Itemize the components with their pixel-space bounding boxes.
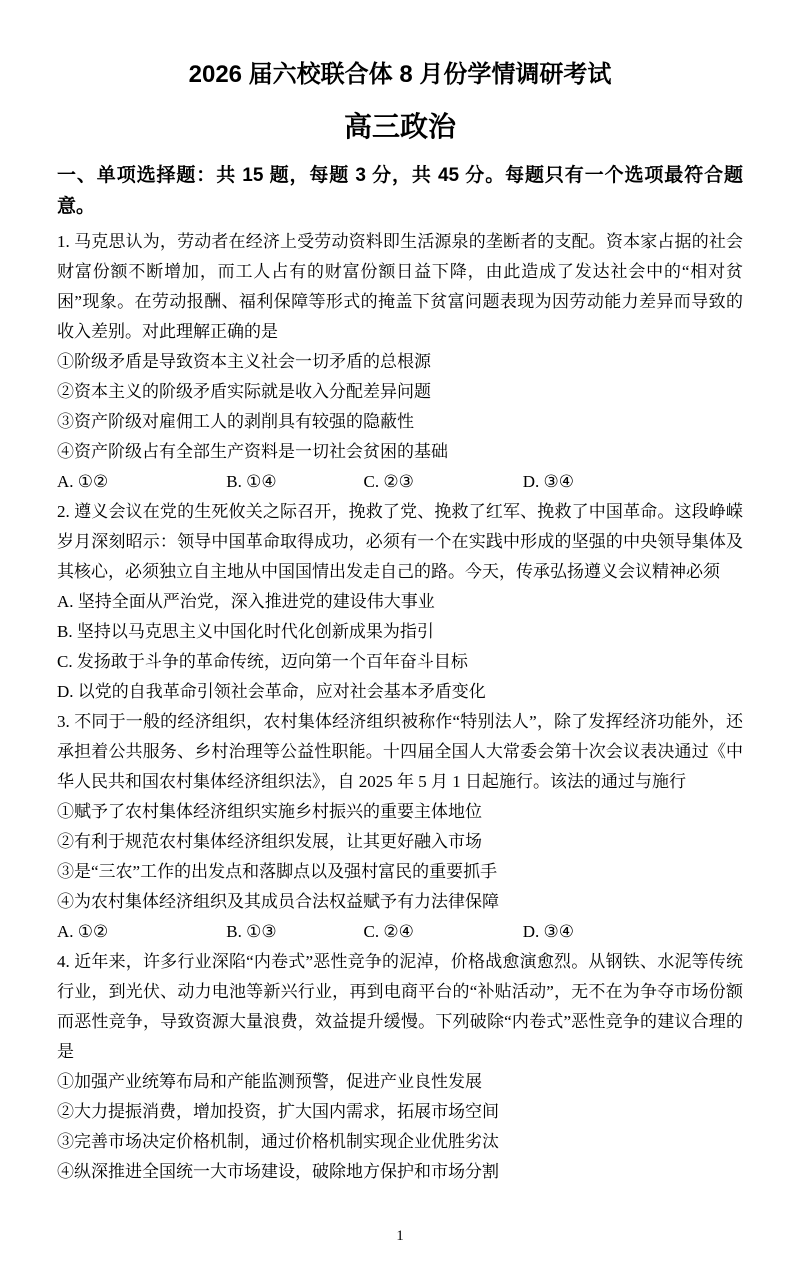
- question-3-choice-a: A. ①②: [57, 921, 109, 941]
- question-1-stem: 1. 马克思认为，劳动者在经济上受劳动资料即生活源泉的垄断者的支配。资本家占据的社会财富份额不断增加，而工人占有的财富份额日益下降，由此造成了发达社会中的“相对贫困”现象。在劳动报酬、福利保障等形式的掩盖下贫富问题表现为因劳动能力差异而导致的收入差别。对此理解正确的是: [57, 231, 743, 341]
- exam-title: 2026 届六校联合体 8 月份学情调研考试: [188, 61, 612, 88]
- question-1-statement-1: ①阶级矛盾是导致资本主义社会一切矛盾的总根源: [57, 351, 431, 371]
- question-3-statement-1: ①赋予了农村集体经济组织实施乡村振兴的重要主体地位: [57, 801, 482, 821]
- question-3: [57, 707, 743, 947]
- question-4-statement-2: ②大力提振消费，增加投资，扩大国内需求，拓展市场空间: [57, 1101, 499, 1121]
- exam-subject: 高三政治: [343, 111, 456, 142]
- question-2-option-b: B. 坚持以马克思主义中国化时代化创新成果为指引: [57, 621, 434, 641]
- question-3-statement-3: ③是“三农”工作的出发点和落脚点以及强村富民的重要抓手: [57, 861, 498, 881]
- question-3-choice-b: B. ①③: [226, 921, 277, 941]
- question-3-stem: 3. 不同于一般的经济组织，农村集体经济组织被称作“特别法人”，除了发挥经济功能外，还承担着公共服务、乡村治理等公益性职能。十四届全国人大常委会第十次会议表决通过《中华人民共和国农村集体经济组织法》，自 2025 年 5 月 1 日起施行。该法的通过与施行: [57, 711, 743, 791]
- question-2-option-a: A. 坚持全面从严治党，深入推进党的建设伟大事业: [57, 591, 435, 611]
- question-1-statement-2: ②资本主义的阶级矛盾实际就是收入分配差异问题: [57, 381, 431, 401]
- question-1-choices: [57, 467, 743, 497]
- question-4-statement-1: ①加强产业统筹布局和产能监测预警，促进产业良性发展: [57, 1071, 482, 1091]
- question-3-statement-2: ②有利于规范农村集体经济组织发展，让其更好融入市场: [57, 831, 482, 851]
- question-2-option-c: C. 发扬敢于斗争的革命传统，迈向第一个百年奋斗目标: [57, 651, 468, 671]
- question-1-choice-c: C. ②③: [363, 471, 414, 491]
- question-4-statement-4: ④纵深推进全国统一大市场建设，破除地方保护和市场分割: [57, 1161, 499, 1181]
- question-1-statement-3: ③资产阶级对雇佣工人的剥削具有较强的隐蔽性: [57, 411, 414, 431]
- section-heading: 一、单项选择题：共 15 题，每题 3 分，共 45 分。每题只有一个选项最符合题意。: [57, 164, 743, 217]
- question-3-choice-d: D. ③④: [522, 921, 575, 941]
- question-2: [57, 497, 743, 707]
- question-4-stem: 4. 近年来，许多行业深陷“内卷式”恶性竞争的泥淖，价格战愈演愈烈。从钢铁、水泥等传统行业，到光伏、动力电池等新兴行业，再到电商平台的“补贴活动”，无不在为争夺市场份额而恶性竞争，导致资源大量浪费，效益提升缓慢。下列破除“内卷式”恶性竞争的建议合理的是: [57, 951, 743, 1061]
- question-1-choice-d: D. ③④: [522, 471, 575, 491]
- question-4: [57, 947, 743, 1187]
- question-3-choice-c: C. ②④: [363, 921, 414, 941]
- page-number: 1: [396, 1228, 404, 1244]
- question-4-statement-3: ③完善市场决定价格机制，通过价格机制实现企业优胜劣汰: [57, 1131, 499, 1151]
- question-1-choice-b: B. ①④: [226, 471, 277, 491]
- question-1-choice-a: A. ①②: [57, 471, 109, 491]
- question-1-statement-4: ④资产阶级占有全部生产资料是一切社会贫困的基础: [57, 441, 448, 461]
- question-2-stem: 2. 遵义会议在党的生死攸关之际召开，挽救了党、挽救了红军、挽救了中国革命。这段峥嵘岁月深刻昭示：领导中国革命取得成功，必须有一个在实践中形成的坚强的中央领导集体及其核心，必须独立自主地从中国国情出发走自己的路。今天，传承弘扬遵义会议精神必须: [57, 501, 743, 581]
- question-2-option-d: D. 以党的自我革命引领社会革命，应对社会基本矛盾变化: [57, 681, 486, 701]
- question-1: [57, 227, 743, 497]
- question-3-statement-4: ④为农村集体经济组织及其成员合法权益赋予有力法律保障: [57, 891, 499, 911]
- question-3-choices: [57, 917, 743, 947]
